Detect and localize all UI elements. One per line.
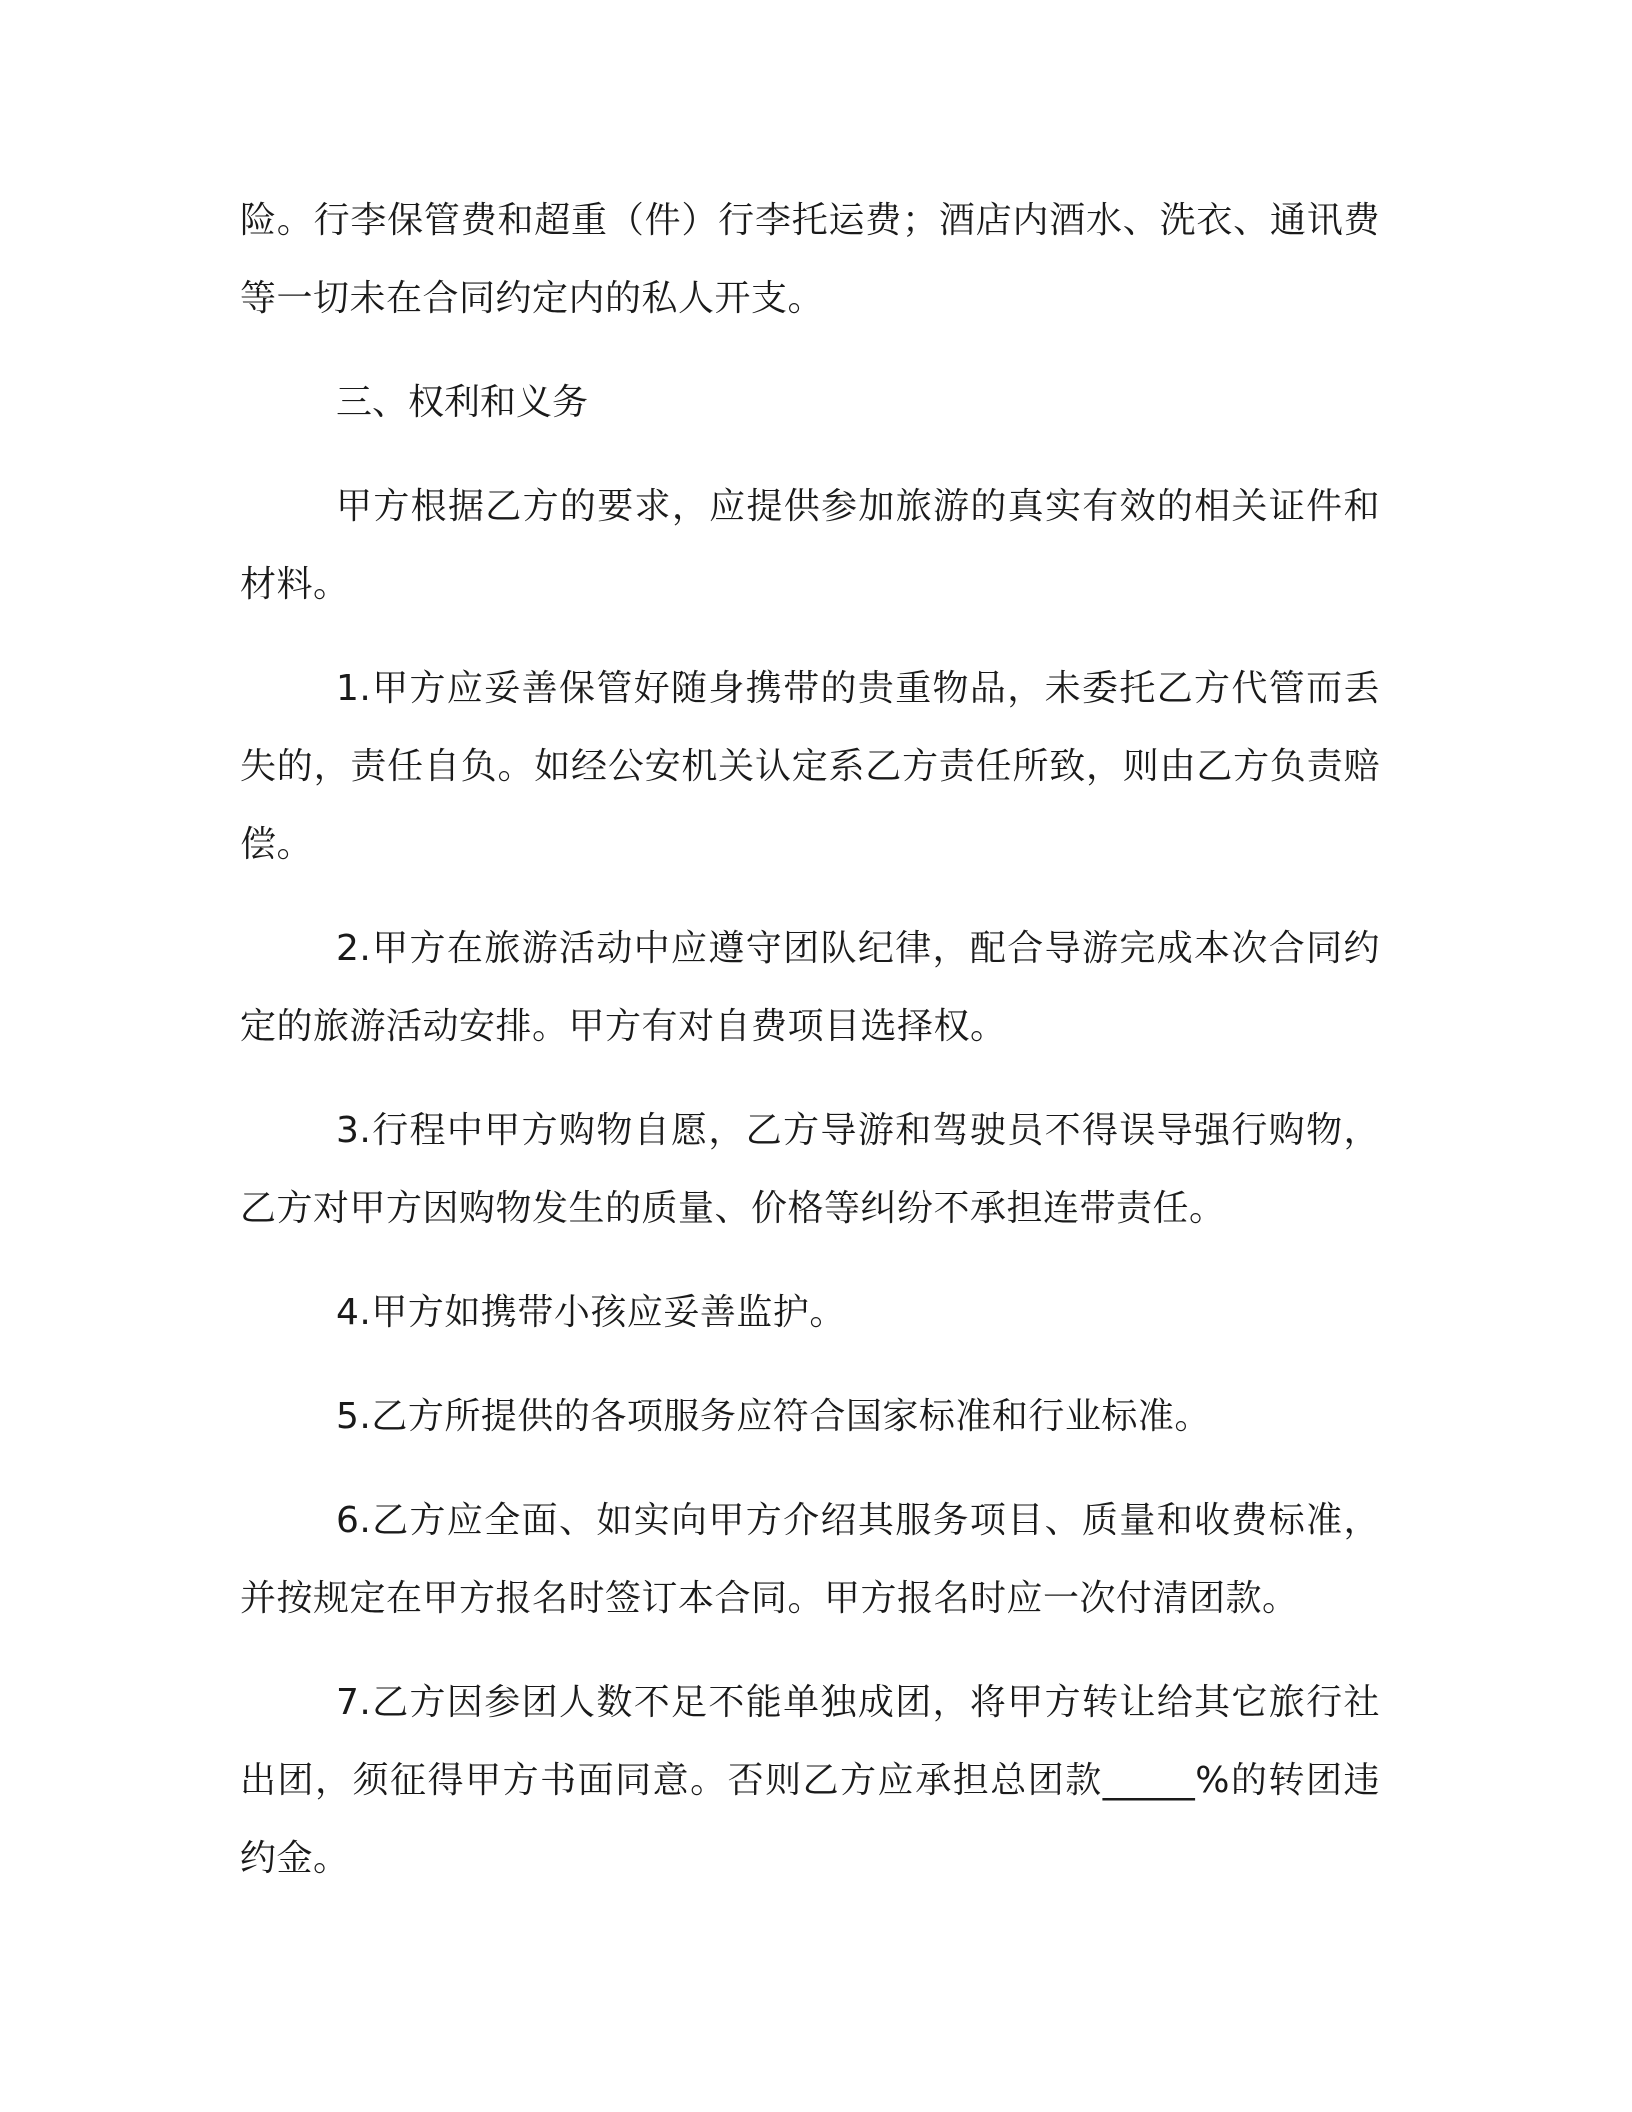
- document-body: [240, 182, 1380, 1924]
- section-heading-rights-obligations: 三、权利和义务: [336, 382, 589, 423]
- paragraph-continued-expenses: 险。行李保管费和超重（件）行李托运费；酒店内酒水、洗衣、通讯费等一切未在合同约定内的私人开支。: [240, 200, 1380, 319]
- paragraph-item-1: 1.甲方应妥善保管好随身携带的贵重物品，未委托乙方代管而丢失的，责任自负。如经公安机关认定系乙方责任所致，则由乙方负责赔偿。: [240, 668, 1380, 865]
- paragraph-item-7: 7.乙方因参团人数不足不能单独成团，将甲方转让给其它旅行社出团，须征得甲方书面同意。否则乙方应承担总团款_____%的转团违约金。: [240, 1682, 1380, 1879]
- paragraph-item-2: 2.甲方在旅游活动中应遵守团队纪律，配合导游完成本次合同约定的旅游活动安排。甲方有对自费项目选择权。: [240, 928, 1380, 1047]
- paragraph-documents: 甲方根据乙方的要求，应提供参加旅游的真实有效的相关证件和材料。: [240, 486, 1380, 605]
- paragraph-item-4: 4.甲方如携带小孩应妥善监护。: [336, 1292, 846, 1333]
- paragraph-item-6: 6.乙方应全面、如实向甲方介绍其服务项目、质量和收费标准，并按规定在甲方报名时签订本合同。甲方报名时应一次付清团款。: [240, 1500, 1380, 1619]
- paragraph-item-3: 3.行程中甲方购物自愿，乙方导游和驾驶员不得误导强行购物，乙方对甲方因购物发生的质量、价格等纠纷不承担连带责任。: [240, 1110, 1380, 1229]
- paragraph-item-5: 5.乙方所提供的各项服务应符合国家标准和行业标准。: [336, 1396, 1211, 1437]
